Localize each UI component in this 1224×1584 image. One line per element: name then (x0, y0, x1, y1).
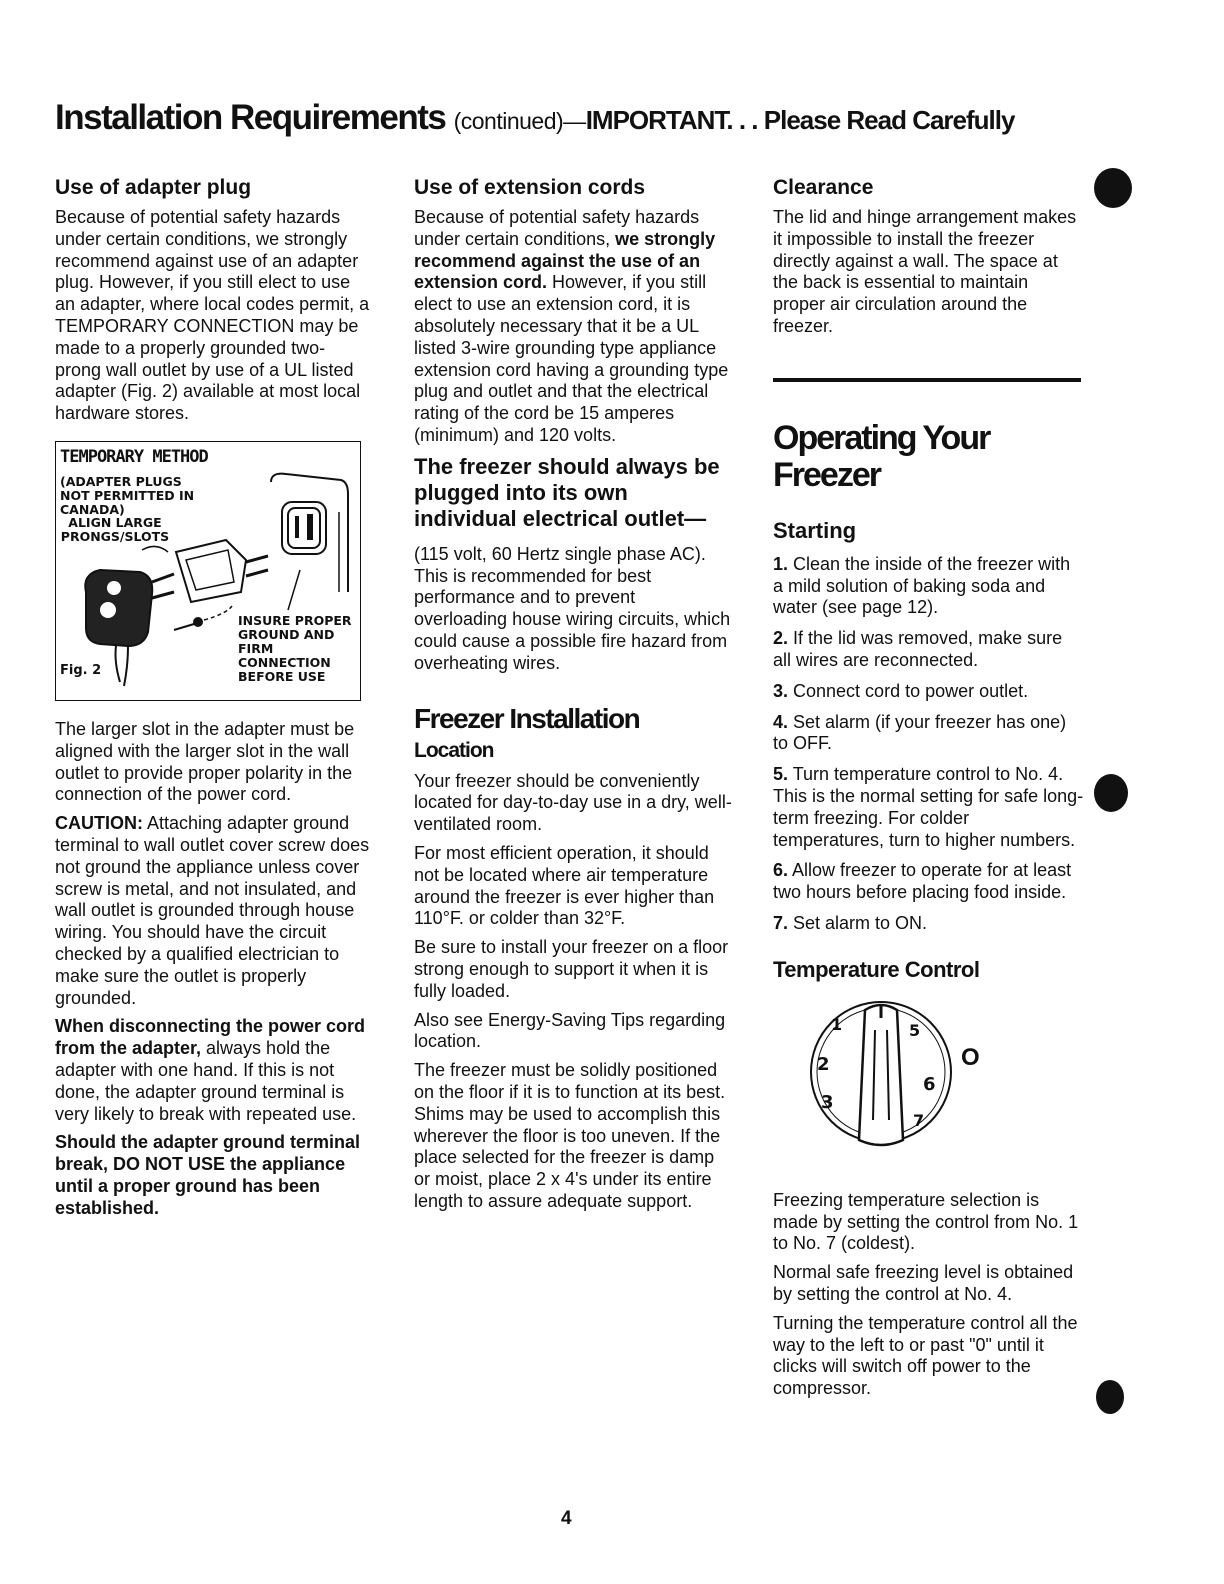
step-1: 1. Clean the inside of the freezer with a mild solution of baking soda and water (see page 12). (773, 553, 1071, 618)
temperature-control-heading: Temperature Control (773, 956, 980, 982)
binder-hole-middle (1094, 774, 1128, 812)
location-title: Location (414, 738, 494, 762)
figure-insure-label: INSURE PROPER GROUND AND FIRM CONNECTION BEFORE USE (238, 612, 352, 684)
svg-text:6: 6 (923, 1073, 936, 1095)
temperature-para-2: Normal safe freezing level is obtained by setting the control at No. 4. (773, 1262, 1074, 1304)
ground-break-warning: Should the adapter ground terminal break, DO NOT USE the appliance until a proper ground has been established. (55, 1132, 361, 1218)
extension-cords-text (414, 207, 732, 447)
caution-paragraph (55, 813, 370, 1009)
title-continued: (continued)— (453, 108, 586, 134)
figure-caption: Fig. 2 (60, 662, 102, 678)
operating-title (773, 420, 1085, 494)
extension-warning: we strongly recommend against the use of an extension cord. (414, 228, 716, 293)
svg-text:5: 5 (909, 1020, 921, 1040)
figure-canada-note: (ADAPTER PLUGS NOT PERMITTED IN CANADA) (60, 473, 195, 517)
caution-text: Attaching adapter ground terminal to wall outlet cover screw does not ground the appliance unless cover screw is metal, and not insulated, and wall outlet is grounded through house wiring. You should have the circuit checked by a qualified electrician to make sure the outlet is properly grounded. (55, 813, 370, 1008)
step-6: 6. Allow freezer to operate for at least two hours before placing food inside. (773, 860, 1072, 903)
column-adapter-plug (55, 176, 370, 1227)
clearance-text: The lid and hinge arrangement makes it impossible to install the freezer directly against a wall. The space at the back is essential to maintain proper air circulation around the freezer. (773, 207, 1077, 336)
own-outlet-heading: The freezer should always be plugged into its own individual electrical outlet— (414, 453, 720, 531)
page-title (55, 98, 1175, 138)
column-extension-cords (414, 176, 732, 1220)
step-2: 2. If the lid was removed, make sure all wires are reconnected. (773, 628, 1063, 670)
location-para-5: The freezer must be solidly positioned on the floor if it is to function at its best. Shims may be used to accomplish this wherever the floor is too uneven. If the place selected for the freezer is damp or moist, place 2 x 4's under its entire length to assure adequate support. (414, 1060, 726, 1211)
figure-2-adapter (55, 441, 361, 701)
extension-cords-heading: Use of extension cords (414, 176, 646, 199)
svg-text:1: 1 (831, 1014, 843, 1034)
section-divider (773, 378, 1081, 382)
temperature-dial (773, 990, 1085, 1190)
slot-alignment-text: The larger slot in the adapter must be aligned with the larger slot in the wall outlet to provide proper polarity in the connection of the power cord. (55, 718, 355, 805)
step-5: 5. Turn temperature control to No. 4. This is the normal setting for safe long-term freezing. For colder temperatures, turn to higher numbers. (773, 764, 1084, 850)
dial-off-label: O (961, 1043, 980, 1071)
temperature-dial-figure (773, 990, 1085, 1190)
title-main: Installation Requirements (55, 98, 446, 137)
temperature-para-1: Freezing temperature selection is made by setting the control from No. 1 to No. 7 (coldest). (773, 1189, 1079, 1254)
adapter-plug-heading: Use of adapter plug (55, 176, 252, 199)
starting-steps (773, 554, 1085, 935)
extension-text-b: However, if you still elect to use an extension cord, it is absolutely necessary that it be a UL listed 3-wire grounding type appliance extension cord having a grounding type plug and outlet and that the electrical rating of the cord be 15 amperes (minimum) and 120 volts. (414, 272, 729, 445)
location-para-1: Your freezer should be conveniently located for day-to-day use in a dry, well-ventilated room. (414, 770, 732, 835)
svg-text:2: 2 (817, 1053, 830, 1075)
adapter-illustration (56, 442, 360, 700)
disconnect-lead: When disconnecting the power cord from the adapter, (55, 1016, 366, 1059)
disconnect-text: always hold the adapter with one hand. If this is not done, the adapter ground terminal is very likely to break with repeated use. (55, 1038, 357, 1124)
step-3: 3. Connect cord to power outlet. (773, 680, 1029, 701)
caution-label: CAUTION: (55, 813, 143, 834)
page-number: 4 (561, 1508, 572, 1529)
binder-hole-top (1094, 168, 1132, 208)
clearance-heading: Clearance (773, 176, 874, 199)
svg-text:7: 7 (913, 1110, 925, 1130)
adapter-plug-intro: Because of potential safety hazards under certain conditions, we strongly recommend against use of an adapter plug. However, if you still elect to use an adapter, where local codes permit, a TEMPORARY CONNECTION may be made to a properly grounded two-prong wall outlet by use of a UL listed adapter (Fig. 2) available at most local hardware stores. (55, 207, 370, 424)
figure-align-label: ALIGN LARGE PRONGS/SLOTS (60, 514, 170, 544)
operating-title-line-1: Operating Your (773, 418, 990, 457)
figure-heading: TEMPORARY METHOD (60, 446, 208, 467)
title-important: IMPORTANT. . . Please Read Carefully (585, 105, 1015, 135)
binder-hole-bottom (1096, 1380, 1124, 1414)
svg-text:3: 3 (821, 1091, 834, 1113)
step-7: 7. Set alarm to ON. (773, 912, 928, 933)
operating-title-line-2: Freezer (773, 455, 880, 494)
freezer-installation-title: Freezer Installation (414, 702, 640, 734)
own-outlet-text: (115 volt, 60 Hertz single phase AC). This is recommended for best performance and to prevent overloading house wiring circuits, which could cause a possible fire hazard from overheating wires. (414, 543, 731, 673)
location-para-3: Be sure to install your freezer on a floor strong enough to support it when it is fully loaded. (414, 937, 729, 1001)
temperature-para-3: Turning the temperature control all the way to the left to or past "0" until it clicks will switch off power to the compressor. (773, 1312, 1078, 1399)
disconnect-paragraph (55, 1016, 370, 1125)
step-4: 4. Set alarm (if your freezer has one) to OFF. (773, 711, 1067, 754)
extension-text-a: Because of potential safety hazards under certain conditions, (414, 207, 700, 249)
location-para-4: Also see Energy-Saving Tips regarding location. (414, 1009, 726, 1052)
starting-heading: Starting (773, 517, 857, 543)
location-para-2: For most efficient operation, it should not be located where air temperature around the freezer is ever higher than 110°F. or colder than 32°F. (414, 842, 715, 929)
column-clearance-operating (773, 176, 1085, 1407)
